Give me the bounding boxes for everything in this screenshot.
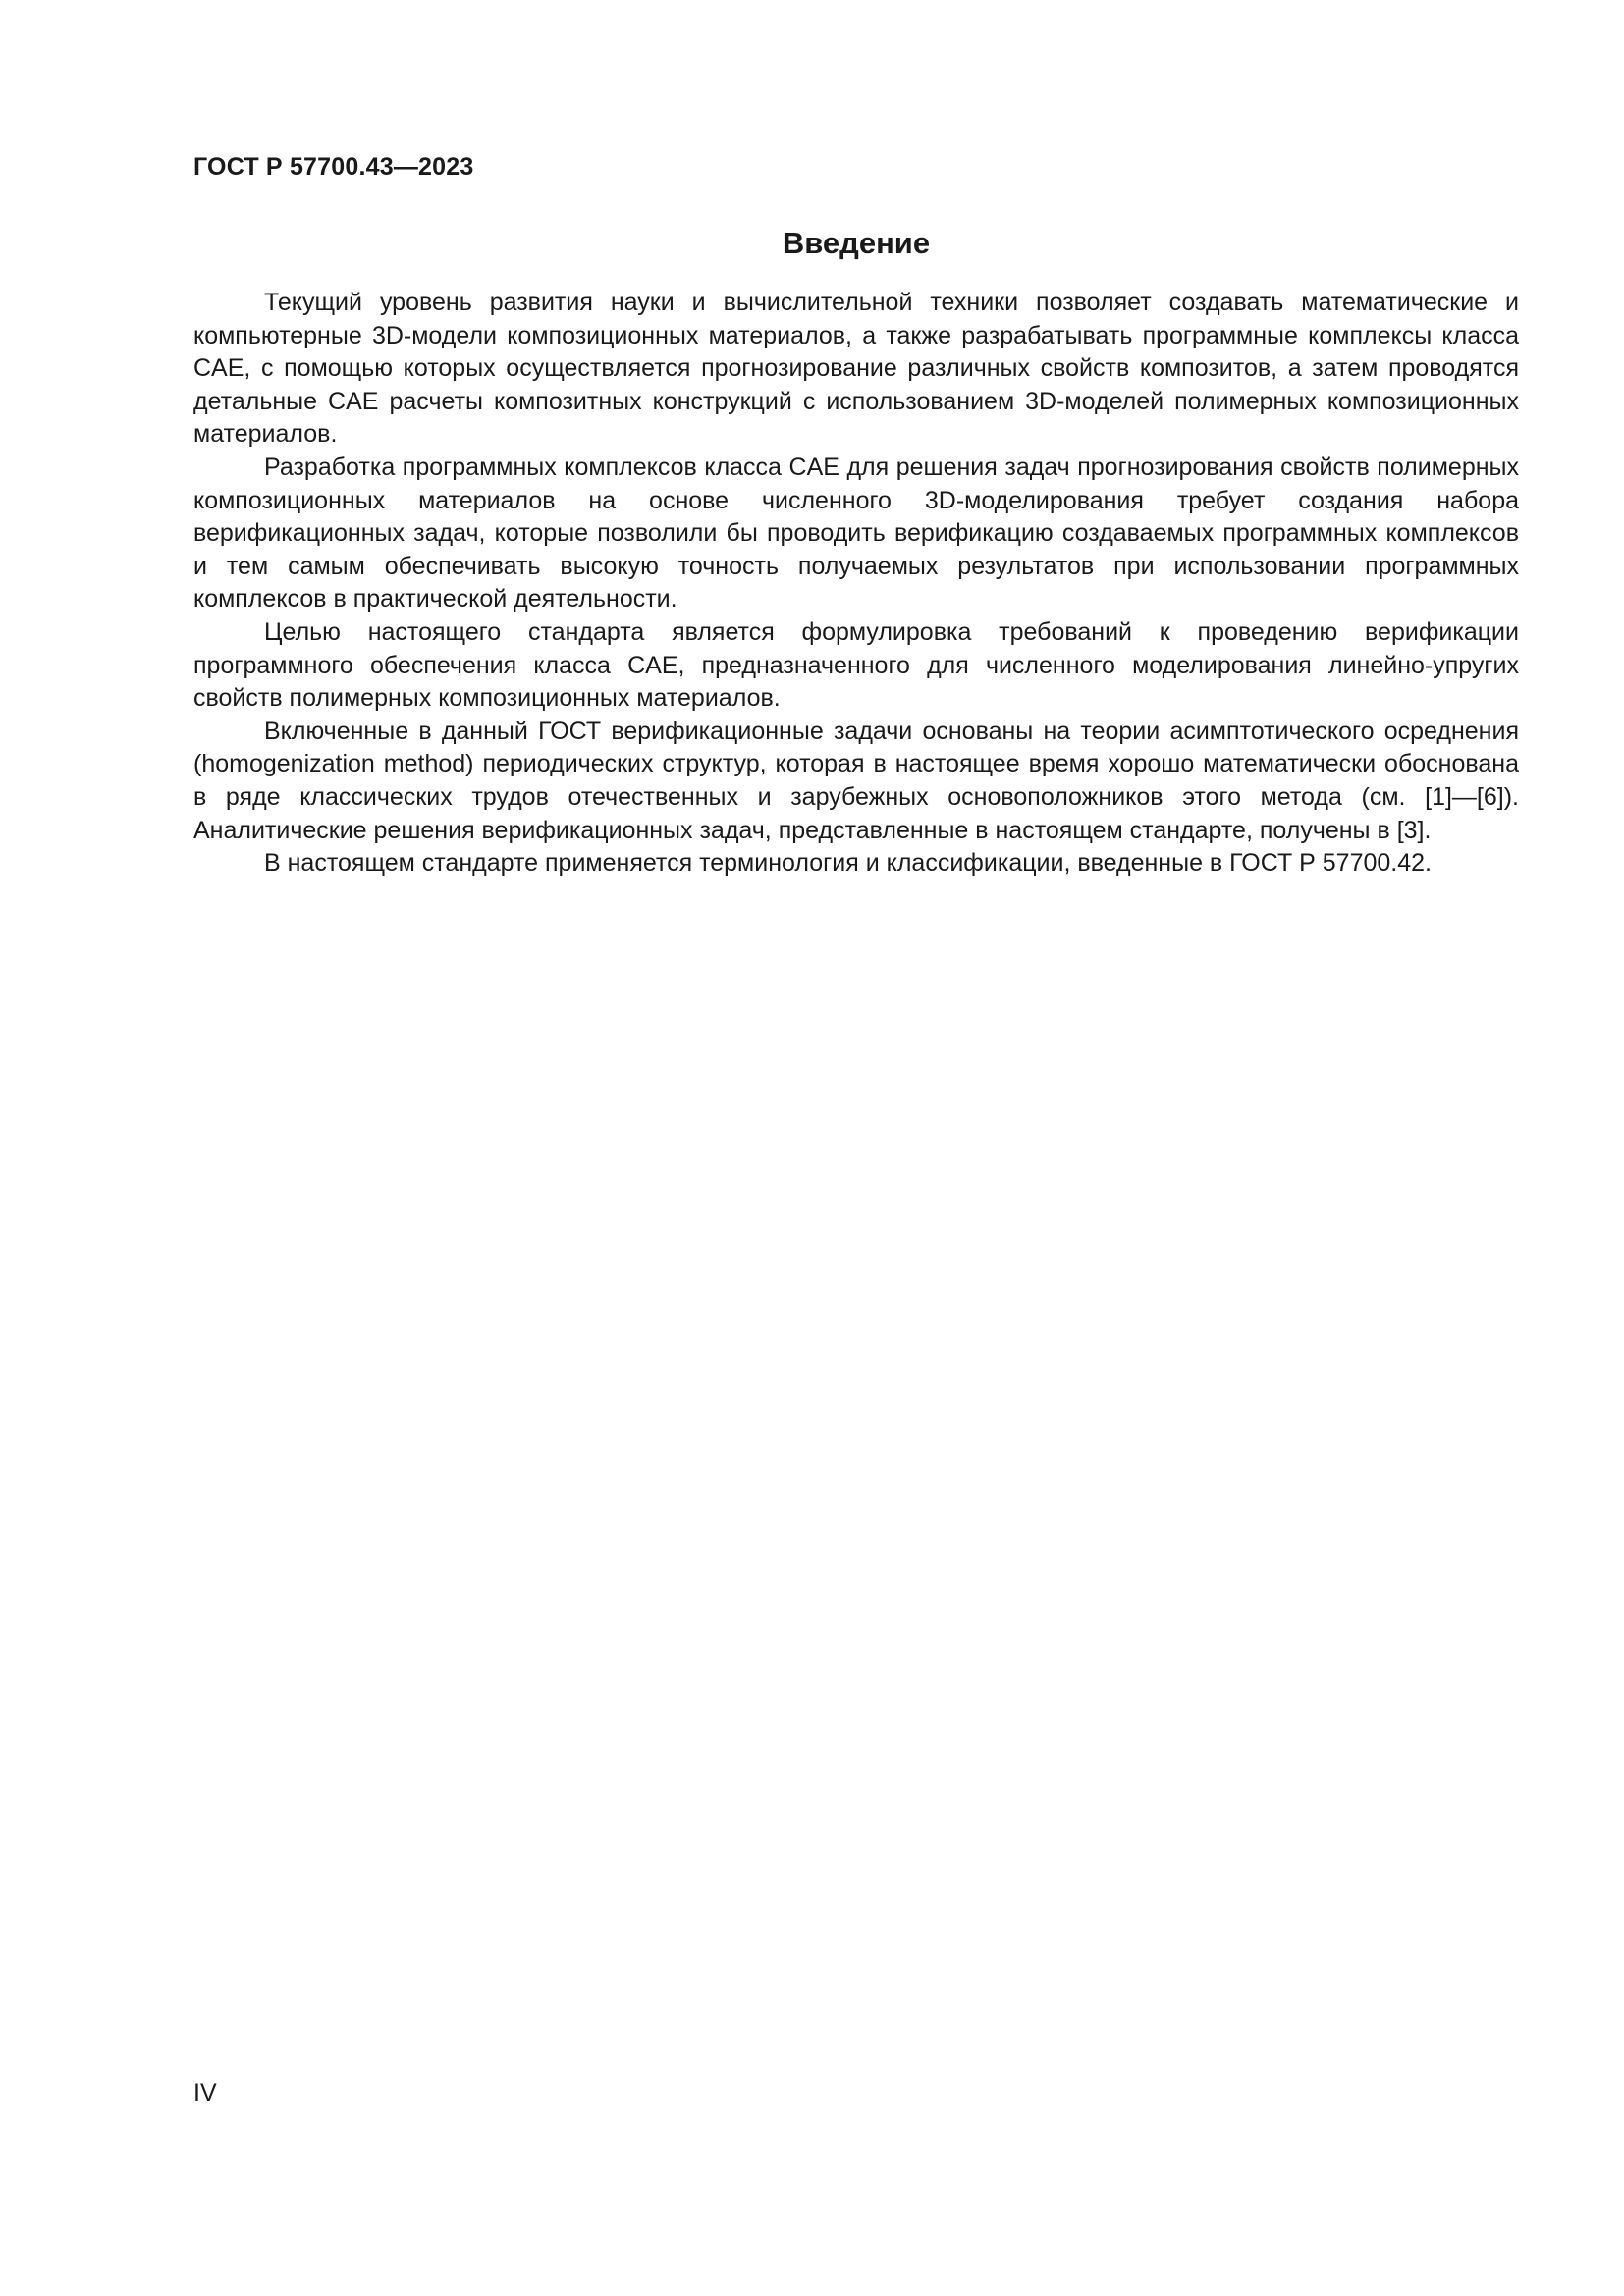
introduction-body [193,287,1519,881]
paragraph-2: Разработка программных комплексов класса CAE для решения задач прогнозирования свойств полимерных композиционных материалов на основе численного 3D-моделирования требует создания набора верификационных задач, которые позволили бы проводить верификацию создаваемых программных комплексов и тем самым обеспечивать высокую точность получаемых результатов при использовании программных комплексов в практической деятельности. [193,453,1519,614]
paragraph-1: Текущий уровень развития науки и вычислительной техники позволяет создавать математические и компьютерные 3D-модели композиционных материалов, а также разрабатывать программные комплексы класса CAE, с помощью которых осуществляется прогнозирование различных свойств композитов, а затем проводятся детальные CAE расчеты композитных конструкций с использованием 3D-моделей полимерных композиционных материалов. [193,289,1519,449]
paragraph-3: Целью настоящего стандарта является формулировка требований к проведению верификации программного обеспечения класса CAE, предназначенного для численного моделирования линейно-упругих свойств полимерных композиционных материалов. [193,617,1519,713]
paragraph-5: В настоящем стандарте применяется терминология и классификации, введенные в ГОСТ Р 57700.42. [264,849,1433,878]
section-title: Введение [782,226,931,260]
paragraph-4: Включенные в данный ГОСТ верификационные задачи основаны на теории асимптотического осреднения (homogenization method) периодических структур, которая в настоящее время хорошо математически обоснована в ряде классических трудов отечественных и зарубежных основоположников этого метода (см. [1]—[6]). Аналитические решения верификационных задач, представленные в настоящем стандарте, получены в [3]. [193,717,1519,844]
document-code-header: ГОСТ Р 57700.43—2023 [193,153,474,181]
page-number: IV [193,2079,217,2107]
